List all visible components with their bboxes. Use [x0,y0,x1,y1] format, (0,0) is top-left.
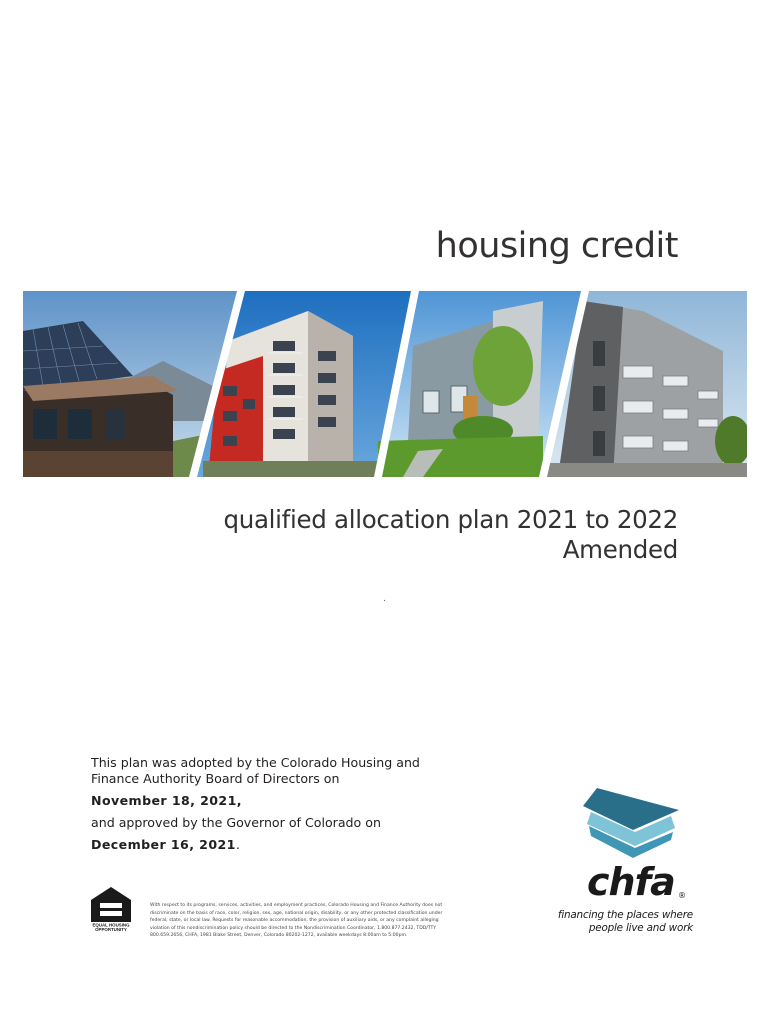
approved-suffix: . [235,837,240,852]
approved-date: December 16, 2021 [91,837,236,852]
document-title: housing credit [435,226,678,266]
registered-mark: ® [678,891,686,900]
plan-subtitle [223,505,678,565]
separator-dot: . [383,594,386,604]
adoption-statement [91,755,451,859]
tagline-line-2: people live and work [588,922,693,934]
chfa-wordmark: chfa [587,860,675,904]
subtitle-line-2: Amended [562,535,678,564]
subtitle-line-1: qualified allocation plan 2021 to 2022 [223,505,678,534]
chfa-logo-mark [583,788,679,858]
equal-housing-opportunity-logo [90,886,132,932]
adoption-intro: This plan was adopted by the Colorado Housing and Finance Authority Board of Directors on [91,755,420,786]
housing-photo-strip [23,291,747,477]
eho-label-line-1: EQUAL HOUSING [92,922,130,928]
nondiscrimination-disclaimer: With respect to its programs, services, activities, and employment practices, Colorado Housing and Finance Authority does not discriminate on the basis of race, color, religion, sex, age, national origin, disability, or any other protected classification under federal, state, or local law. Requests for reasonable accommodation, the provision of auxiliary aids, or any complaint alleging violation of this nondiscrimination policy should be directed to the Nondiscrimination Coordinator, 1.800.877.2432, TDD/TTY 800.659.2656, CHFA, 1981 Blake Street, Denver, Colorado 80202-1272, available weekdays 8:00am to 5:00pm. [150,903,443,939]
tagline-line-1: financing the places where [557,909,693,921]
chfa-logo [553,788,693,938]
approval-text: and approved by the Governor of Colorado on [91,815,381,830]
adopted-date: November 18, 2021, [91,793,242,808]
chfa-tagline [553,909,693,935]
eho-label-line-2: OPPORTUNITY [95,927,127,932]
